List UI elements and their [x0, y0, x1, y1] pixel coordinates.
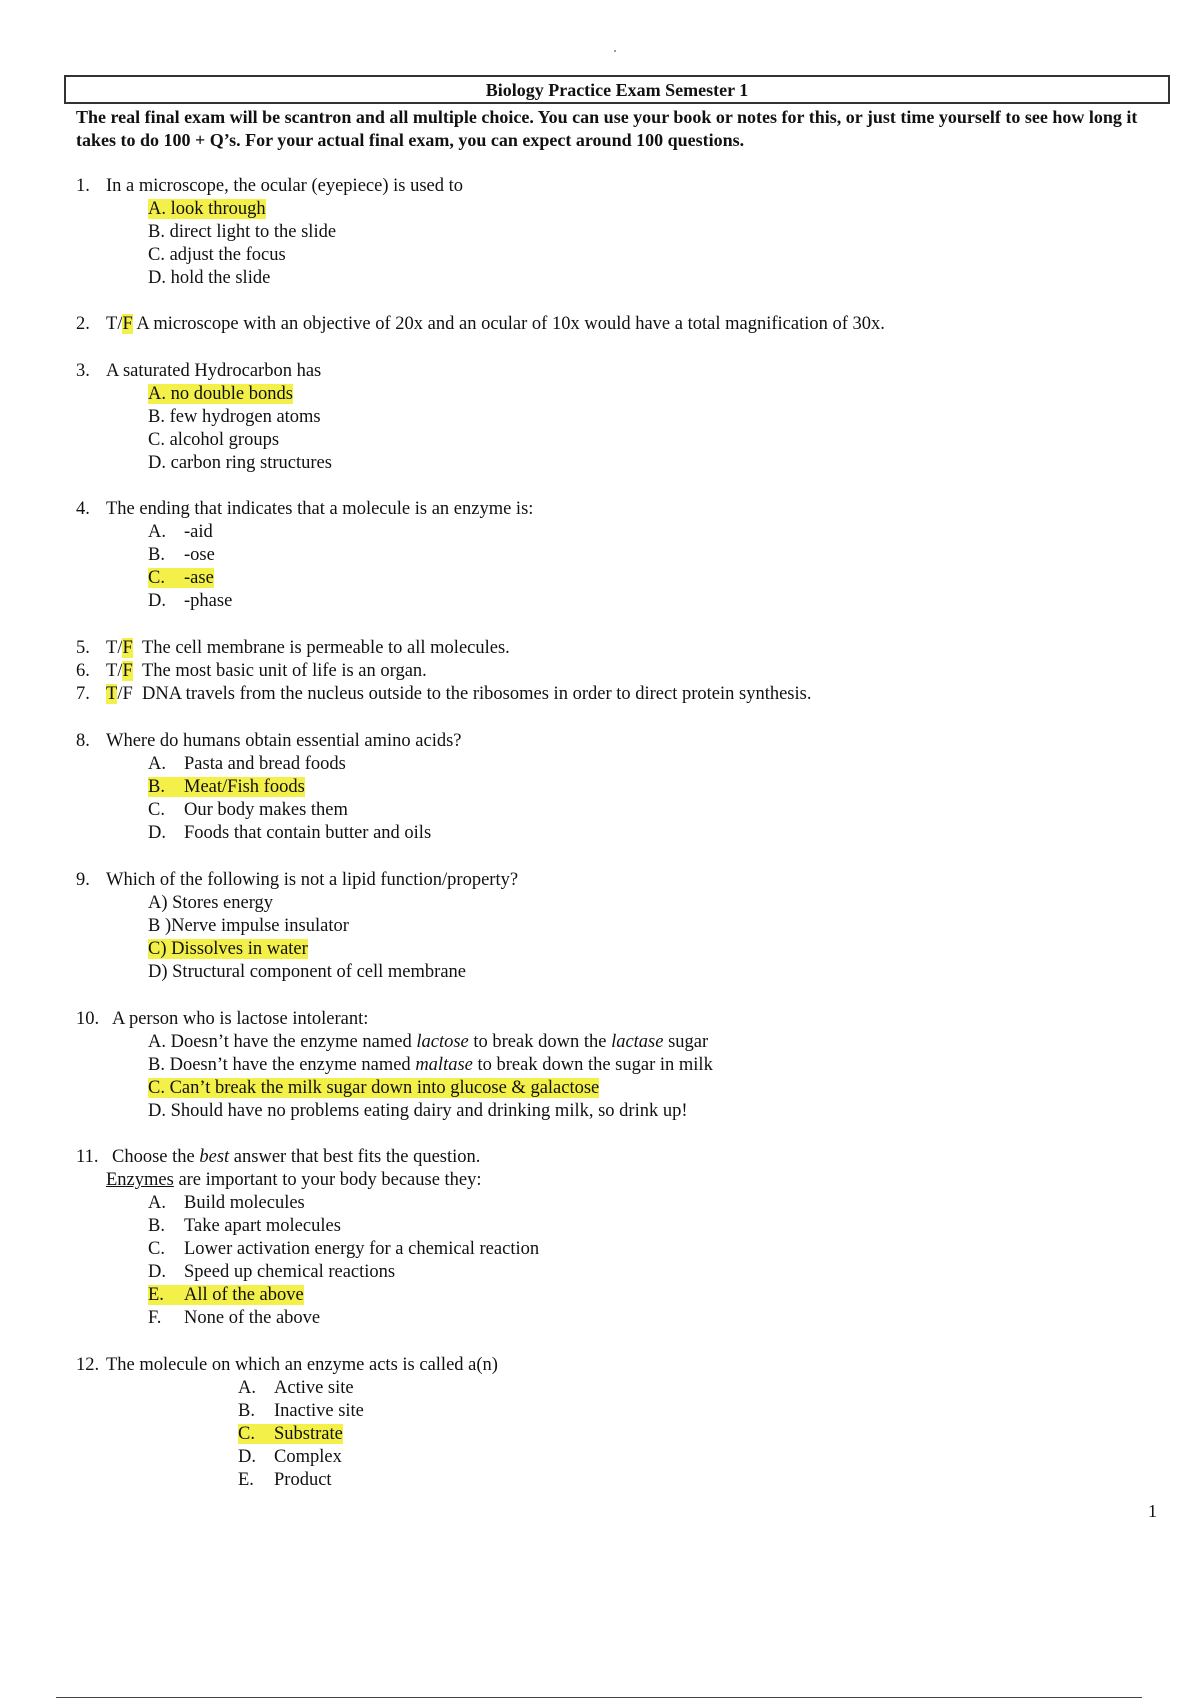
answer-option-c-highlighted: C. Can’t break the milk sugar down into glucose & galactose	[148, 1078, 600, 1098]
option-label: C.	[148, 1239, 165, 1259]
true-option: T	[106, 314, 118, 334]
page-title: Biology Practice Exam Semester 1	[64, 75, 1170, 104]
option-text-italic: lactase	[611, 1032, 664, 1052]
option-label: B.	[148, 1216, 165, 1236]
answer-option-b: B. direct light to the slide	[148, 222, 337, 242]
question-8	[76, 730, 1166, 845]
answer-option-c	[76, 1238, 1166, 1261]
true-option: T	[106, 661, 118, 681]
option-text: -ose	[184, 545, 215, 565]
answer-option-d: D. carbon ring structures	[148, 453, 332, 473]
question-text: Where do humans obtain essential amino acids?	[106, 731, 462, 751]
question-number: 8.	[76, 731, 90, 751]
question-text: A microscope with an objective of 20x and an ocular of 10x would have a total magnification of 30x.	[136, 314, 885, 334]
question-text: The cell membrane is permeable to all molecules.	[142, 638, 510, 658]
option-label: A.	[148, 1193, 166, 1213]
question-text: A person who is lactose intolerant:	[112, 1009, 369, 1029]
answer-option-d	[76, 1446, 1166, 1469]
option-text: B. Doesn’t have the enzyme named	[148, 1055, 416, 1075]
false-option-highlighted: F	[122, 638, 133, 658]
question-11	[76, 1146, 1166, 1330]
option-text: A. Doesn’t have the enzyme named	[148, 1032, 417, 1052]
true-option-highlighted: T	[106, 684, 118, 704]
question-subtext	[76, 1169, 1166, 1192]
option-label: A.	[148, 522, 166, 542]
answer-option-a: A) Stores energy	[148, 893, 274, 913]
option-text: Pasta and bread foods	[184, 754, 346, 774]
answer-option-c: C. adjust the focus	[148, 245, 286, 265]
answer-option-b: B. few hydrogen atoms	[148, 407, 321, 427]
tf-slash: /	[117, 638, 123, 658]
answer-option-b	[76, 1400, 1166, 1423]
option-label: D.	[148, 591, 166, 611]
question-1	[76, 175, 1166, 290]
question-number: 6.	[76, 661, 90, 681]
option-text: -ase	[184, 568, 214, 588]
question-5	[76, 637, 1166, 660]
question-number: 2.	[76, 314, 90, 334]
question-9	[76, 869, 1166, 984]
question-text: Which of the following is not a lipid function/property?	[106, 870, 519, 890]
answer-option-d	[76, 590, 1166, 613]
option-text: Meat/Fish foods	[184, 777, 305, 797]
answer-option-a-highlighted: A. no double bonds	[148, 384, 293, 404]
answer-option-a	[76, 1192, 1166, 1215]
question-number: 3.	[76, 361, 90, 381]
option-text: Build molecules	[184, 1193, 305, 1213]
option-label: C.	[238, 1424, 255, 1444]
option-text: Foods that contain butter and oils	[184, 823, 432, 843]
answer-option-a	[76, 521, 1166, 544]
option-text: Our body makes them	[184, 800, 348, 820]
option-label: C.	[148, 568, 165, 588]
option-label: B.	[148, 545, 165, 565]
answer-option-b: B )Nerve impulse insulator	[148, 916, 349, 936]
question-text: DNA travels from the nucleus outside to the ribosomes in order to direct protein synthesis.	[142, 684, 812, 704]
question-text: The ending that indicates that a molecule is an enzyme is:	[106, 499, 534, 519]
option-label: B.	[238, 1401, 255, 1421]
answer-option-c-highlighted	[76, 1423, 1166, 1446]
option-text: Speed up chemical reactions	[184, 1262, 396, 1282]
false-option-highlighted: F	[122, 661, 133, 681]
answer-option-c-highlighted	[76, 567, 1166, 590]
question-text: The molecule on which an enzyme acts is called a(n)	[106, 1355, 498, 1375]
true-false-questions	[76, 637, 1166, 706]
answer-option-c	[76, 799, 1166, 822]
tf-slash: /	[117, 314, 123, 334]
option-label: D.	[238, 1447, 256, 1467]
option-label: E.	[148, 1285, 164, 1305]
question-3	[76, 360, 1166, 475]
underlined-term: Enzymes	[106, 1170, 174, 1190]
option-text: Complex	[274, 1447, 342, 1467]
option-text: Lower activation energy for a chemical reaction	[184, 1239, 540, 1259]
question-number: 9.	[76, 870, 90, 890]
scan-speck	[614, 50, 616, 52]
answer-option-c-highlighted: C) Dissolves in water	[148, 939, 308, 959]
question-text-italic: best	[199, 1147, 230, 1167]
option-text: Active site	[274, 1378, 354, 1398]
option-text-italic: maltase	[415, 1055, 473, 1075]
question-7	[76, 683, 1166, 706]
option-text: -phase	[184, 591, 233, 611]
answer-option-f	[76, 1307, 1166, 1330]
question-text: answer that best fits the question.	[229, 1147, 481, 1167]
false-option-highlighted: F	[122, 314, 133, 334]
question-number: 4.	[76, 499, 90, 519]
answer-option-d: D. hold the slide	[148, 268, 271, 288]
option-text-italic: lactose	[416, 1032, 469, 1052]
option-text: -aid	[184, 522, 213, 542]
question-4	[76, 498, 1166, 613]
option-label: D.	[148, 1262, 166, 1282]
answer-option-d: D. Should have no problems eating dairy and drinking milk, so drink up!	[148, 1101, 688, 1121]
option-text: Take apart molecules	[184, 1216, 341, 1236]
answer-option-d	[76, 1261, 1166, 1284]
false-option: F	[122, 684, 133, 704]
question-2	[76, 313, 1166, 336]
option-text: Substrate	[274, 1424, 343, 1444]
answer-option-d	[76, 822, 1166, 845]
answer-option-a	[76, 1377, 1166, 1400]
option-label: D.	[148, 823, 166, 843]
answer-option-b-highlighted	[76, 776, 1166, 799]
option-label: E.	[238, 1470, 254, 1490]
answer-option-b	[76, 544, 1166, 567]
question-number: 5.	[76, 638, 90, 658]
option-label: A.	[148, 754, 166, 774]
answer-option-a	[76, 753, 1166, 776]
answer-option-b	[76, 1054, 1166, 1077]
option-text: Product	[274, 1470, 332, 1490]
answer-option-e	[76, 1469, 1166, 1492]
question-6	[76, 660, 1166, 683]
question-number: 10.	[76, 1009, 100, 1029]
true-option: T	[106, 638, 118, 658]
answer-option-a	[76, 1031, 1166, 1054]
question-text: A saturated Hydrocarbon has	[106, 361, 322, 381]
bottom-divider	[56, 1697, 1142, 1698]
option-label: B.	[148, 777, 165, 797]
option-text: None of the above	[184, 1308, 321, 1328]
tf-slash: /	[117, 684, 123, 704]
tf-slash: /	[117, 661, 123, 681]
option-text: to break down the	[468, 1032, 612, 1052]
option-text: sugar	[663, 1032, 709, 1052]
answer-option-c: C. alcohol groups	[148, 430, 280, 450]
question-number: 1.	[76, 176, 90, 196]
answer-option-b	[76, 1215, 1166, 1238]
option-text: Inactive site	[274, 1401, 364, 1421]
option-label: C.	[148, 800, 165, 820]
question-number: 11.	[76, 1147, 99, 1167]
option-label: F.	[148, 1308, 162, 1328]
answer-option-e-highlighted	[76, 1284, 1166, 1307]
option-text: to break down the sugar in milk	[472, 1055, 713, 1075]
question-12	[76, 1354, 1166, 1492]
question-number: 12.	[76, 1355, 100, 1375]
exam-instructions: The real final exam will be scantron and all multiple choice. You can use your book or notes for this, or just time yourself to see how long it takes to do 100 + Q’s. For your actual final exam, you can expect around 100 questions.	[76, 107, 1138, 150]
question-text: In a microscope, the ocular (eyepiece) is used to	[106, 176, 464, 196]
question-10	[76, 1008, 1166, 1123]
answer-option-a-highlighted: A. look through	[148, 199, 266, 219]
page-number: 1	[1148, 1501, 1157, 1521]
answer-option-d: D) Structural component of cell membrane	[148, 962, 466, 982]
subtext-rest: are important to your body because they:	[173, 1170, 482, 1190]
question-text: Choose the	[112, 1147, 200, 1167]
option-label: A.	[238, 1378, 256, 1398]
option-text: All of the above	[184, 1285, 304, 1305]
question-number: 7.	[76, 684, 90, 704]
question-text: The most basic unit of life is an organ.	[142, 661, 427, 681]
